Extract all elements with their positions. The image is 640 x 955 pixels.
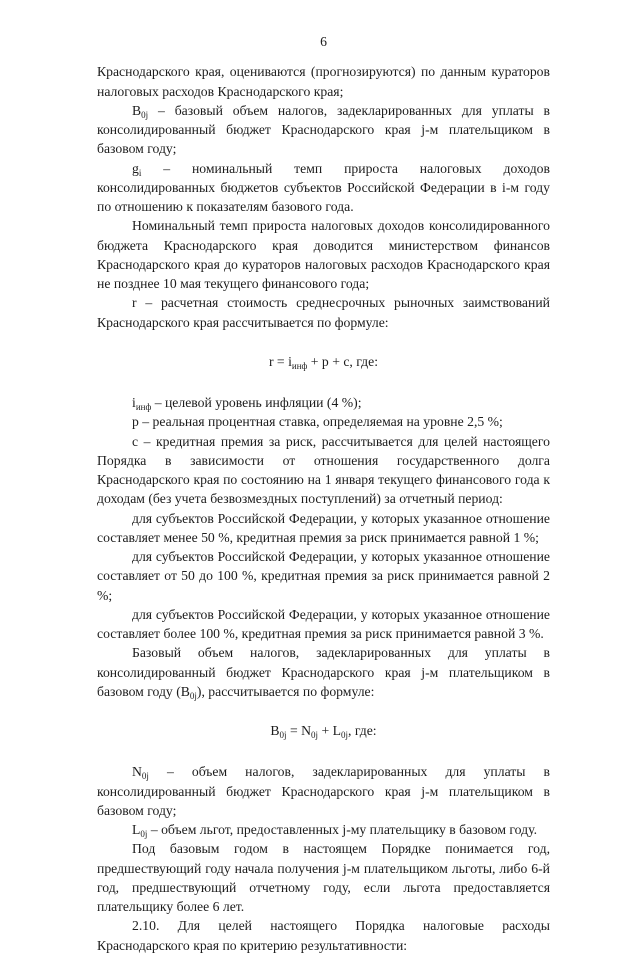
paragraph xyxy=(97,432,550,509)
subscript: 0j xyxy=(279,730,287,740)
subscript: инф xyxy=(291,360,308,371)
paragraph xyxy=(97,216,550,293)
paragraph xyxy=(97,159,550,217)
subscript: 0j xyxy=(189,690,197,701)
text-run: – целевой уровень инфляции (4 %); xyxy=(151,395,362,410)
text-run: Номинальный темп прироста налоговых доходов консолидированного бюджета Краснодарского края доводится министерством финансов Краснодарского края до кураторов налоговых расходов Краснодарского края не позднее 10 мая текущего финансового года; xyxy=(97,218,550,291)
text-run: i xyxy=(132,395,136,410)
text-run: , где: xyxy=(347,723,377,738)
formula xyxy=(97,721,550,740)
subscript: i xyxy=(138,167,142,178)
text-run: Базовый объем налогов, задекларированных для уплаты в консолидированный бюджет Краснодарского края j-м плательщиком в базовом году (B xyxy=(97,645,550,699)
paragraph xyxy=(97,62,550,101)
paragraph xyxy=(97,509,550,548)
text-run: для субъектов Российской Федерации, у которых указанное отношение составляет более 100 %, кредитная премия за риск принимается равной 3 %. xyxy=(97,606,550,641)
text-run: – объем налогов, задекларированных для уплаты в консолидированный бюджет Краснодарского края j-м плательщиком в базовом году; xyxy=(97,764,550,818)
text-run: B xyxy=(270,723,280,738)
text-run: g xyxy=(132,160,139,176)
paragraph xyxy=(97,916,550,955)
text-run: ), рассчитывается по формуле: xyxy=(196,683,375,699)
subscript: 0j xyxy=(311,730,319,740)
subscript: 0j xyxy=(140,829,148,839)
subscript: 0j xyxy=(340,730,348,740)
paragraph xyxy=(97,762,550,820)
paragraph xyxy=(97,101,550,159)
text-run: c – кредитная премия за риск, рассчитывается для целей настоящего Порядка в зависимости от отношения государственного долга Краснодарского края по состоянию на 1 января текущего финансового года к доходам (без учета безвозмездных поступлений) за отчетный период: xyxy=(97,433,550,507)
text-run: N xyxy=(132,764,142,780)
text-run: B xyxy=(132,102,142,118)
document-page xyxy=(97,32,550,955)
formula xyxy=(97,352,550,371)
text-run: Краснодарского края, оцениваются (прогнозируются) по данным кураторов налоговых расходов Краснодарского края; xyxy=(97,64,550,99)
text-run: L xyxy=(132,822,141,837)
paragraph xyxy=(97,293,550,332)
text-run: для субъектов Российской Федерации, у которых указанное отношение составляет от 50 до 100 %, кредитная премия за риск принимается равной 2 %; xyxy=(97,549,550,603)
text-run: – номинальный темп прироста налоговых доходов консолидированных бюджетов субъектов Российской Федерации в i-м году по отношению к показателям базового года. xyxy=(97,160,550,214)
paragraph xyxy=(97,820,550,839)
paragraph xyxy=(97,412,550,431)
subscript: инф xyxy=(135,402,152,412)
text-run: 2.10. Для целей настоящего Порядка налоговые расходы Краснодарского края по критерию результативности: xyxy=(97,918,550,953)
text-run: + L xyxy=(318,723,341,738)
text-run: r – расчетная стоимость среднесрочных рыночных заимствований Краснодарского края рассчитывается по формуле: xyxy=(97,295,550,330)
text-run: r = i xyxy=(268,353,292,369)
document-body xyxy=(97,62,550,955)
subscript: 0j xyxy=(141,109,149,120)
text-run: Под базовым годом в настоящем Порядке понимается год, предшествующий году начала получения j-м плательщиком льготы, либо 6-й год, предшествующий отчетному году, если льгота предоставляется плательщику более 6 лет. xyxy=(97,841,550,914)
subscript: 0j xyxy=(141,771,149,782)
text-run: = N xyxy=(286,723,311,738)
text-run: – базовый объем налогов, задекларированных для уплаты в консолидированный бюджет Краснодарского края j-м плательщиком в базовом году; xyxy=(97,102,550,157)
text-run: для субъектов Российской Федерации, у которых указанное отношение составляет менее 50 %, кредитная премия за риск принимается равной 1 %; xyxy=(97,510,550,545)
text-run: – объем льгот, предоставленных j-му плательщику в базовом году. xyxy=(147,822,537,837)
paragraph xyxy=(97,605,550,644)
text-run: + p + c, где: xyxy=(307,353,379,369)
page-number: 6 xyxy=(320,34,327,49)
text-run: p – реальная процентная ставка, определяемая на уровне 2,5 %; xyxy=(132,414,503,430)
paragraph xyxy=(97,643,550,701)
paragraph xyxy=(97,393,550,412)
paragraph xyxy=(97,547,550,605)
